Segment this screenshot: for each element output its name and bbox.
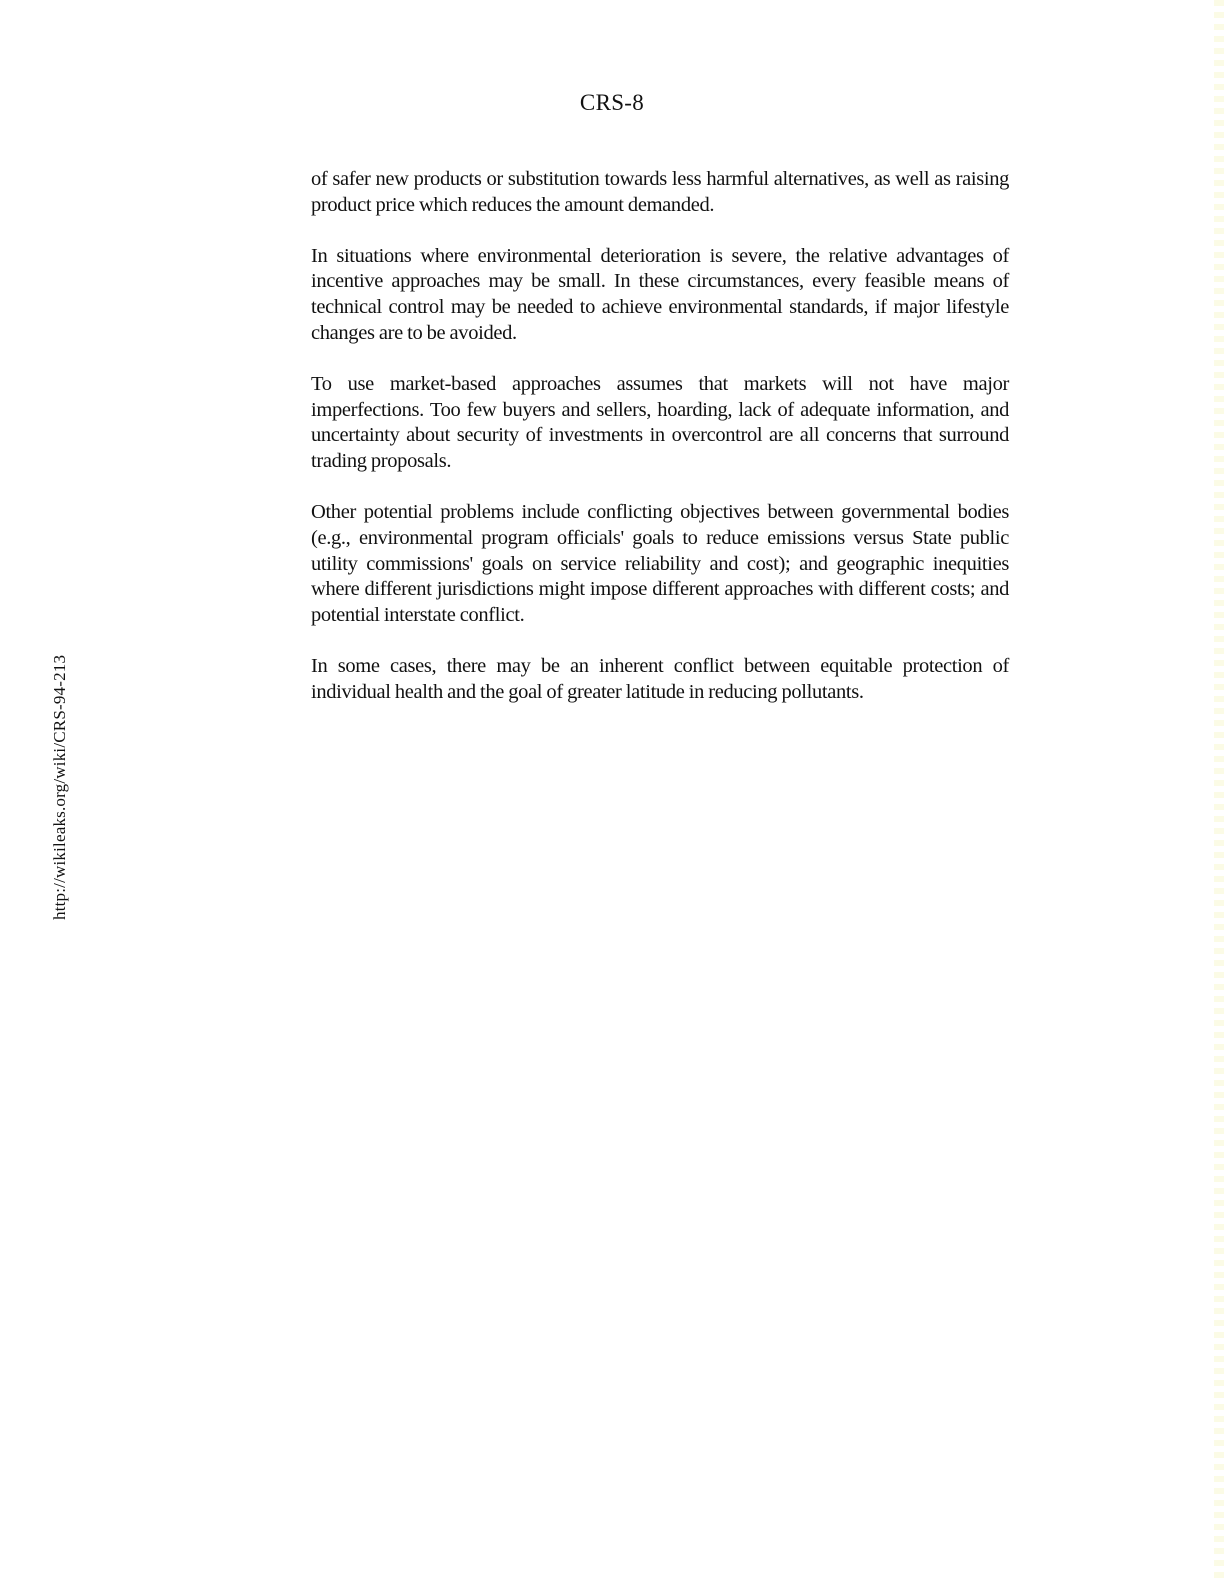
paragraph-4: Other potential problems include conflicting objectives between governmental bodies (e.g., environmental program officials' goals to reduce emissions versus State public utility commissions' goals on service reliability and cost); and geographic inequities where different jurisdictions might impose different approaches with different costs; and potential interstate conflict. xyxy=(311,500,1009,627)
document-body xyxy=(311,167,1009,731)
source-url-watermark: http://wikileaks.org/wiki/CRS-94-213 xyxy=(50,654,69,920)
paragraph-2: In situations where environmental deterioration is severe, the relative advantages of incentive approaches may be small. In these circumstances, every feasible means of technical control may be needed to achieve environmental standards, if major lifestyle changes are to be avoided. xyxy=(311,244,1009,344)
paragraph-5: In some cases, there may be an inherent conflict between equitable protection of individual health and the goal of greater latitude in reducing pollutants. xyxy=(311,654,1009,703)
scan-edge-border xyxy=(1214,0,1224,1584)
page-number-header: CRS-8 xyxy=(579,90,645,115)
paragraph-1: of safer new products or substitution towards less harmful alternatives, as well as raising product price which reduces the amount demanded. xyxy=(311,168,1009,216)
paragraph-3: To use market-based approaches assumes that markets will not have major imperfections. Too few buyers and sellers, hoarding, lack of adequate information, and uncertainty about security of investments in overcontrol are all concerns that surround trading proposals. xyxy=(311,372,1009,473)
